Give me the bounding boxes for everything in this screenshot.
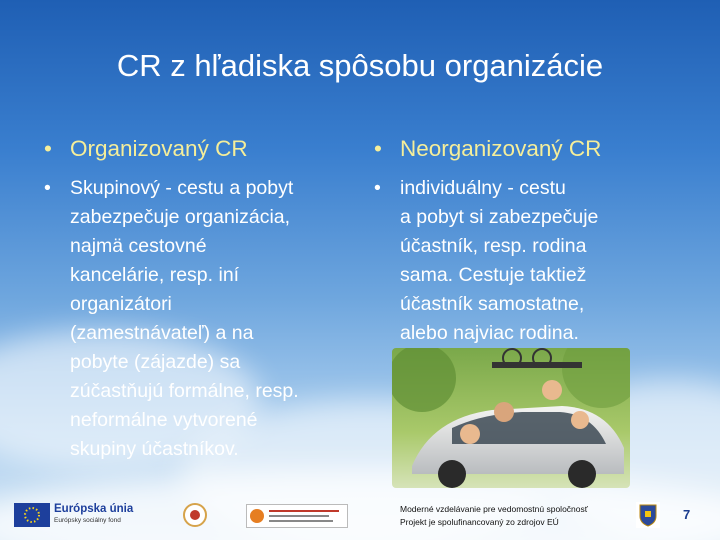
- bullet-icon: •: [374, 136, 382, 161]
- left-heading-text: Organizovaný CR: [70, 136, 248, 161]
- family-car-photo: [392, 348, 630, 488]
- text-line: skupiny účastníkov.: [70, 438, 239, 460]
- text-line: najmä cestovné: [70, 235, 207, 257]
- footer-text: [400, 503, 588, 529]
- eu-logo-subtitle: Európsky sociálny fond: [54, 517, 121, 524]
- right-column: [374, 136, 694, 348]
- eu-logo-title: Európska únia: [54, 503, 134, 515]
- crest-icon: [636, 502, 660, 528]
- eu-logo: [14, 502, 134, 533]
- text-line: Skupinový - cestu a pobyt: [70, 177, 294, 199]
- left-item-text: [70, 174, 299, 464]
- text-line: neformálne vytvorené: [70, 409, 258, 431]
- text-line: zúčastňujú formálne, resp.: [70, 380, 299, 402]
- person-face: [460, 424, 480, 444]
- text-line: alebo najviac rodina.: [400, 322, 579, 344]
- text-line: účastník, resp. rodina: [400, 235, 587, 257]
- bullet-icon: •: [44, 136, 52, 161]
- text-line: zabezpečuje organizácia,: [70, 206, 291, 228]
- car-wheel: [568, 460, 596, 488]
- footer-line-1: Moderné vzdelávanie pre vedomostnú spoločnosť: [400, 504, 588, 514]
- left-heading: [44, 136, 364, 162]
- page-number: 7: [683, 507, 691, 522]
- right-heading: [374, 136, 694, 162]
- family-car-illustration: [392, 348, 630, 488]
- operational-programme-logo: [246, 504, 348, 528]
- bullet-icon: •: [44, 177, 51, 199]
- right-heading-text: Neorganizovaný CR: [400, 136, 602, 161]
- text-line: (zamestnávateľ) a na: [70, 322, 254, 344]
- right-item-text: [400, 174, 598, 348]
- text-line: individuálny - cestu: [400, 177, 566, 199]
- text-line: organizátori: [70, 293, 172, 315]
- car-wheel: [438, 460, 466, 488]
- text-line: účastník samostatne,: [400, 293, 585, 315]
- text-line: kancelárie, resp. iní: [70, 264, 240, 286]
- person-face: [571, 411, 589, 429]
- slide-title: CR z hľadiska spôsobu organizácie: [116, 48, 604, 83]
- person-face: [494, 402, 514, 422]
- op-logo-graphic: [247, 505, 347, 527]
- footer-line-2: Projekt je spolufinancovaný zo zdrojov EÚ: [400, 517, 559, 527]
- text-line: a pobyt si zabezpečuje: [400, 206, 599, 228]
- right-item: [374, 174, 694, 348]
- school-emblem-icon: [182, 502, 208, 528]
- text-line: sama. Cestuje taktiež: [400, 264, 587, 286]
- left-item: [44, 174, 364, 464]
- bullet-icon: •: [374, 177, 381, 199]
- left-column: [44, 136, 364, 464]
- person-face: [542, 380, 562, 400]
- text-line: pobyte (zájazde) sa: [70, 351, 241, 373]
